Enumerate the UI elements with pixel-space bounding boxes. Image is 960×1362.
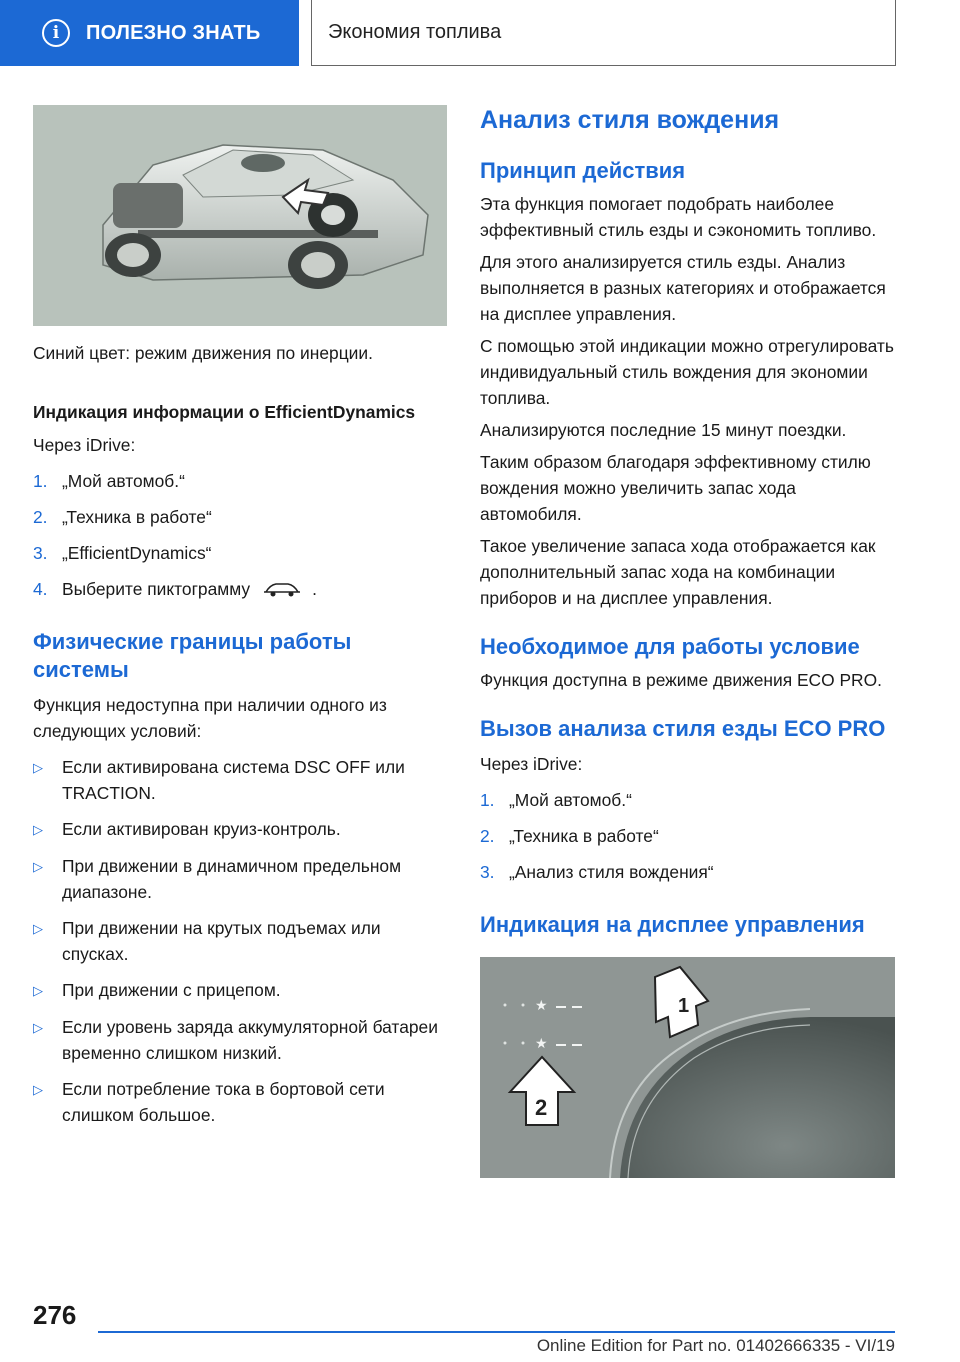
step-number: 2. xyxy=(480,826,495,846)
step-text: „Мой автомоб.“ xyxy=(62,471,185,491)
bullet-text: Если потребление тока в бортовой сети слишком большое. xyxy=(62,1079,385,1125)
step-text: „Техника в работе“ xyxy=(62,507,212,527)
paragraph: Эта функция помогает подобрать наиболее эффективный стиль езды и сэкономить топливо. xyxy=(480,194,877,240)
bullet-text: При движении с прицепом. xyxy=(62,980,281,1000)
step-number: 3. xyxy=(33,543,48,563)
header-tab-label: ПОЛЕЗНО ЗНАТЬ xyxy=(86,21,261,44)
list-item xyxy=(480,823,895,849)
step-text: Выберите пиктограмму xyxy=(62,579,251,599)
limits-heading: Физические границы работы системы xyxy=(33,629,352,682)
list-item xyxy=(33,853,447,905)
bullet-icon: ▷ xyxy=(33,760,43,775)
display-illustration xyxy=(480,957,895,1178)
car-illustration xyxy=(33,105,447,326)
list-item xyxy=(33,576,447,602)
limits-list xyxy=(33,754,447,1128)
steps-list xyxy=(33,468,447,602)
step-number: 1. xyxy=(480,790,495,810)
callout-1-label: 1 xyxy=(678,995,690,1017)
display-drawing xyxy=(480,957,895,1178)
paragraph: Таким образом благодаря эффективному стилю вождения можно увеличить запас хода автомобиля. xyxy=(480,452,871,524)
list-item xyxy=(33,468,447,494)
bullet-icon: ▷ xyxy=(33,921,43,936)
callout-2-label: 2 xyxy=(535,1095,548,1120)
list-item xyxy=(33,504,447,530)
list-item xyxy=(33,977,447,1004)
list-item xyxy=(480,859,895,885)
step-number: 2. xyxy=(33,507,48,527)
paragraph: С помощью этой индикации можно отрегулировать индивидуальный стиль вождения для экономии топлива. xyxy=(480,336,894,408)
right-column xyxy=(480,105,895,1178)
paragraph: Для этого анализируется стиль езды. Анализ выполняется в разных категориях и отображается на дисплее управления. xyxy=(480,252,886,324)
bullet-text: Если активирована система DSC OFF или TRACTION. xyxy=(62,757,405,803)
car-drawing xyxy=(33,105,447,326)
limits-intro: Функция недоступна при наличии одного из следующих условий: xyxy=(33,695,387,741)
display-heading: Индикация на дисплее управления xyxy=(480,912,865,937)
steps-list xyxy=(480,787,895,885)
page-title: Анализ стиля вождения xyxy=(480,106,780,134)
bullet-icon: ▷ xyxy=(33,1082,43,1097)
list-item xyxy=(480,787,895,813)
step-text: „Техника в работе“ xyxy=(509,826,659,846)
svg-text:★: ★ xyxy=(535,1036,548,1052)
left-column xyxy=(33,105,447,1128)
list-item xyxy=(33,915,447,967)
list-item xyxy=(33,754,447,806)
paragraph: Анализируются последние 15 минут поездки. xyxy=(480,420,847,440)
bullet-text: Если уровень заряда аккумуляторной батареи временно слишком низкий. xyxy=(62,1017,438,1063)
bullet-icon: ▷ xyxy=(33,1020,43,1035)
via-idrive-text: Через iDrive: xyxy=(33,435,136,455)
footer-edition: Online Edition for Part no. 01402666335 - VI/19 xyxy=(536,1336,895,1355)
list-item xyxy=(33,1014,447,1066)
paragraph: Такое увеличение запаса хода отображается как дополнительный запас хода на комбинации приборов и на дисплее управления. xyxy=(480,536,876,608)
via-idrive-text: Через iDrive: xyxy=(480,754,583,774)
list-item xyxy=(33,1076,447,1128)
bullet-icon: ▷ xyxy=(33,822,43,837)
list-item xyxy=(33,540,447,566)
list-item xyxy=(33,816,447,843)
principle-heading: Принцип действия xyxy=(480,158,686,183)
requirement-heading: Необходимое для работы условие xyxy=(480,634,860,659)
page-number: 276 xyxy=(33,1300,77,1330)
step-text: „Мой автомоб.“ xyxy=(509,790,632,810)
bullet-text: При движении на крутых подъемах или спусках. xyxy=(62,918,381,964)
info-icon: i xyxy=(42,19,70,47)
indication-heading: Индикация информации о EfficientDynamics xyxy=(33,402,416,422)
section-title: Экономия топлива xyxy=(328,21,502,43)
step-text: „EfficientDynamics“ xyxy=(62,543,212,563)
bullet-text: При движении в динамичном предельном диапазоне. xyxy=(62,856,402,902)
requirement-text: Функция доступна в режиме движения ECO PRO. xyxy=(480,670,882,690)
bullet-text: Если активирован круиз-контроль. xyxy=(62,819,341,839)
car-pictogram-icon xyxy=(262,579,302,599)
header-tab xyxy=(0,0,299,66)
bullet-icon: ▷ xyxy=(33,859,43,874)
section-title-box xyxy=(311,0,896,66)
bullet-icon: ▷ xyxy=(33,983,43,998)
call-heading: Вызов анализа стиля езды ECO PRO xyxy=(480,716,886,741)
step-number: 3. xyxy=(480,862,495,882)
step-tail: . xyxy=(312,579,317,599)
step-text: „Анализ стиля вождения“ xyxy=(509,862,714,882)
step-number: 4. xyxy=(33,579,48,599)
step-number: 1. xyxy=(33,471,48,491)
svg-text:★: ★ xyxy=(535,998,548,1014)
image-caption: Синий цвет: режим движения по инерции. xyxy=(33,343,373,363)
footer-divider xyxy=(98,1331,895,1333)
